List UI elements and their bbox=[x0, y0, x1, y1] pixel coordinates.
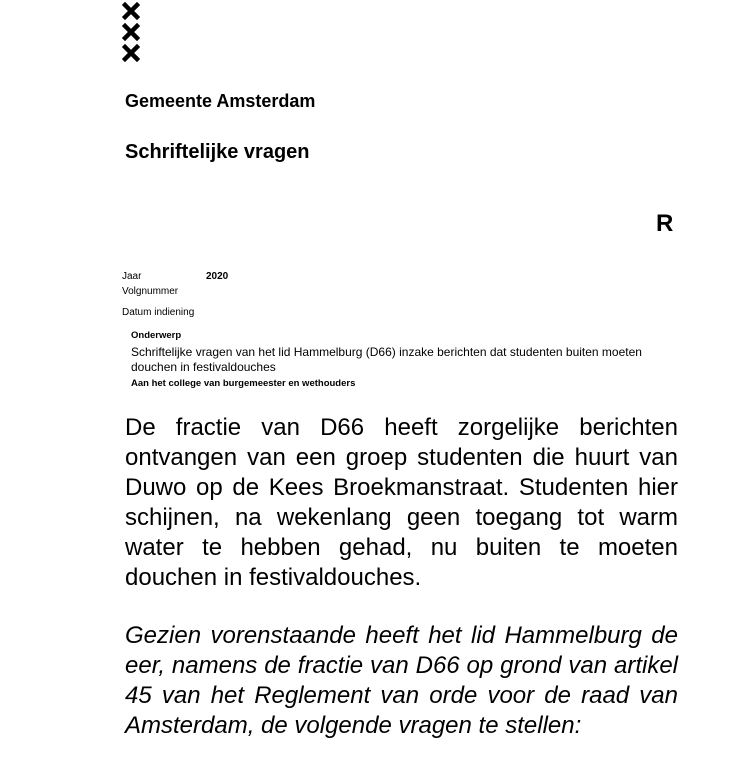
document-type-title: Schriftelijke vragen bbox=[125, 141, 310, 163]
body-request-paragraph: Gezien vorenstaande heeft het lid Hammelburg de eer, namens de fractie van D66 op grond van artikel 45 van het Reglement van orde voor de raad van Amsterdam, de volgende vragen te stellen: bbox=[125, 622, 678, 739]
sequence-number-label: Volgnummer bbox=[122, 286, 179, 297]
subject-heading: Onderwerp bbox=[131, 330, 182, 341]
amsterdam-xxx-icon bbox=[122, 2, 142, 65]
body-intro-paragraph: De fractie van D66 heeft zorgelijke berichten ontvangen van een groep studenten die huurt van Duwo op de Kees Broekmanstraat. Studenten hier schijnen, na wekenlang geen toegang tot warm water te hebben gehad, nu buiten te moeten douchen in festivaldouches. bbox=[125, 414, 678, 591]
subject-text: Schriftelijke vragen van het lid Hammelburg (D66) inzake berichten dat studenten buiten moeten douchen in festivaldouches bbox=[131, 345, 642, 374]
document-letter: R bbox=[656, 210, 674, 237]
cross-icon bbox=[122, 2, 140, 20]
subject-block bbox=[131, 330, 651, 389]
year-value: 2020 bbox=[206, 271, 229, 282]
cross-icon bbox=[122, 23, 140, 41]
submission-date-label: Datum indiening bbox=[122, 307, 195, 318]
cross-icon bbox=[122, 44, 140, 62]
addressee: Aan het college van burgemeester en wethouders bbox=[131, 378, 356, 389]
organization-name: Gemeente Amsterdam bbox=[125, 91, 316, 111]
year-label: Jaar bbox=[122, 271, 142, 282]
